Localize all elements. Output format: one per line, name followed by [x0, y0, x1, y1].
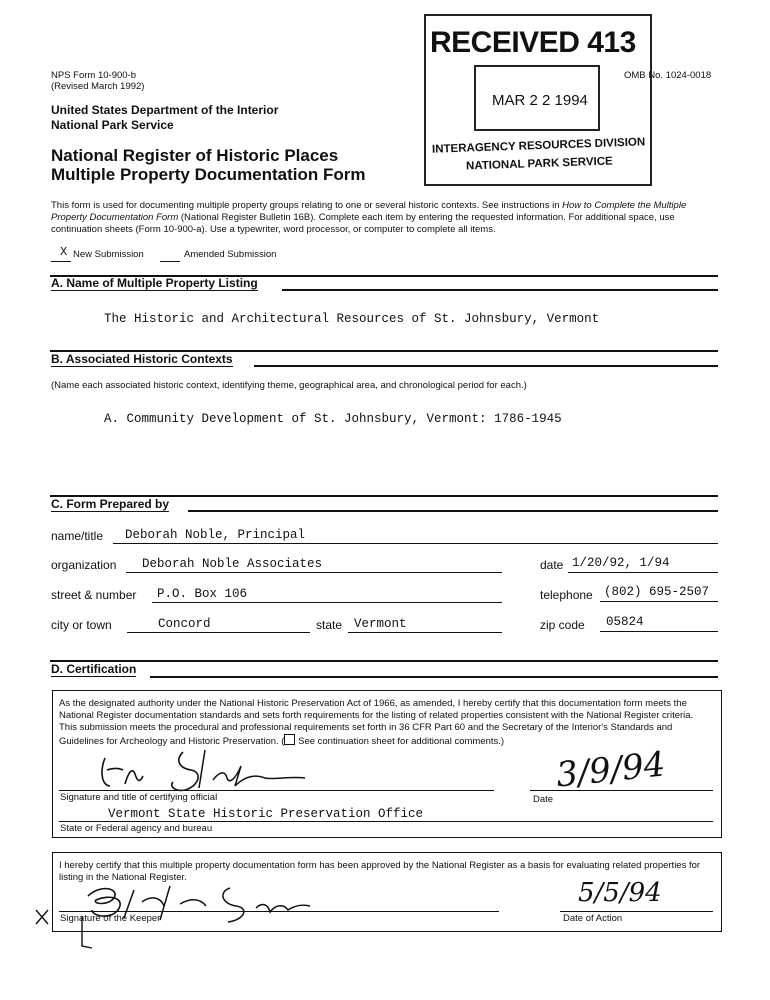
section-d-title: D. Certification [51, 662, 137, 676]
zip-value[interactable]: 05824 [606, 615, 644, 629]
organization-label: organization [51, 558, 117, 572]
department: United States Department of the Interior [51, 103, 279, 117]
stamp-line-2: NATIONAL PARK SERVICE [465, 155, 613, 173]
date-of-action-value: 5/5/94 [578, 878, 662, 908]
date-value[interactable]: 1/20/92, 1/94 [572, 556, 670, 570]
agency-label: State or Federal agency and bureau [60, 823, 213, 834]
cert-date-value: 3/9/94 [554, 744, 668, 796]
section-b-instructions: (Name each associated historic context, identifying theme, geographical area, and chronological period for each.) [51, 380, 527, 391]
keeper-certification-text: I hereby certify that this multiple property documentation form has been approved by the National Register as a basis for evaluating related properties for listing in the National Register. [59, 860, 701, 883]
property-listing-name: The Historic and Architectural Resources of St. Johnsbury, Vermont [104, 312, 600, 326]
section-a-title: A. Name of Multiple Property Listing [51, 276, 258, 290]
certifying-signature [95, 740, 325, 795]
street-label: street & number [51, 588, 137, 602]
city-value[interactable]: Concord [158, 617, 211, 631]
name-title-label: name/title [51, 529, 104, 543]
agency-value: Vermont State Historic Preservation Office [108, 807, 424, 821]
amended-submission-label: Amended Submission [184, 249, 277, 260]
date-label: date [540, 558, 564, 572]
omb-number: OMB No. 1024-0018 [624, 70, 712, 81]
new-submission-label: New Submission [73, 249, 144, 260]
telephone-label: telephone [540, 588, 593, 602]
form-title-1: National Register of Historic Places [51, 146, 339, 165]
amended-submission-blank[interactable] [160, 261, 180, 262]
form-title-2: Multiple Property Documentation Form [51, 165, 366, 184]
certification-text: As the designated authority under the National Historic Preservation Act of 1966, as amended, I hereby certify that this documentation form meets the National Register documentation standards and sets forth requirements for the listing of related properties consistent with the National Register criteria. This submission meets the procedural and professional requirements set forth in 36 CFR Part 60 and the Secretary of the Interior's Standards and Guidelines for Archeology and Historic Preservation. ( See continuation sheet for additional comments.) [59, 698, 694, 747]
name-title-value[interactable]: Deborah Noble, Principal [125, 528, 306, 542]
section-c-title: C. Form Prepared by [51, 497, 170, 511]
historic-context-a: A. Community Development of St. Johnsbury, Vermont: 1786-1945 [104, 412, 562, 426]
street-value[interactable]: P.O. Box 106 [157, 587, 248, 601]
agency: National Park Service [51, 118, 174, 132]
stamp-received: RECEIVED 413 [430, 26, 636, 59]
organization-value[interactable]: Deborah Noble Associates [142, 557, 323, 571]
certifying-signature-label: Signature and title of certifying official [60, 792, 218, 803]
intro-text: This form is used for documenting multiple property groups relating to one or several historic contexts. See instructions in How to Complete the Multiple Property Documentation Form (National Register Bulletin 16B). Complete each item by entering the requested information. For additional space, use continuation sheets (Form 10-900-a). Use a typewriter, word processor, or computer to complete all items. [51, 200, 687, 235]
telephone-value[interactable]: (802) 695-2507 [604, 585, 710, 599]
new-submission-mark[interactable]: X [60, 245, 68, 259]
form-number: NPS Form 10-900-b [51, 70, 137, 81]
city-label: city or town [51, 618, 112, 632]
date-of-action-label: Date of Action [563, 913, 623, 924]
keeper-signature-label: Signature of the Keeper [60, 913, 161, 924]
cert-date-label: Date [533, 794, 554, 805]
section-b-title: B. Associated Historic Contexts [51, 352, 233, 366]
zip-label: zip code [540, 618, 585, 632]
state-label: state [316, 618, 343, 632]
stamp-line-1: INTERAGENCY RESOURCES DIVISION [431, 136, 646, 156]
stamp-date: MAR 2 2 1994 [492, 92, 588, 109]
form-revision: (Revised March 1992) [51, 81, 145, 92]
state-value[interactable]: Vermont [354, 617, 407, 631]
